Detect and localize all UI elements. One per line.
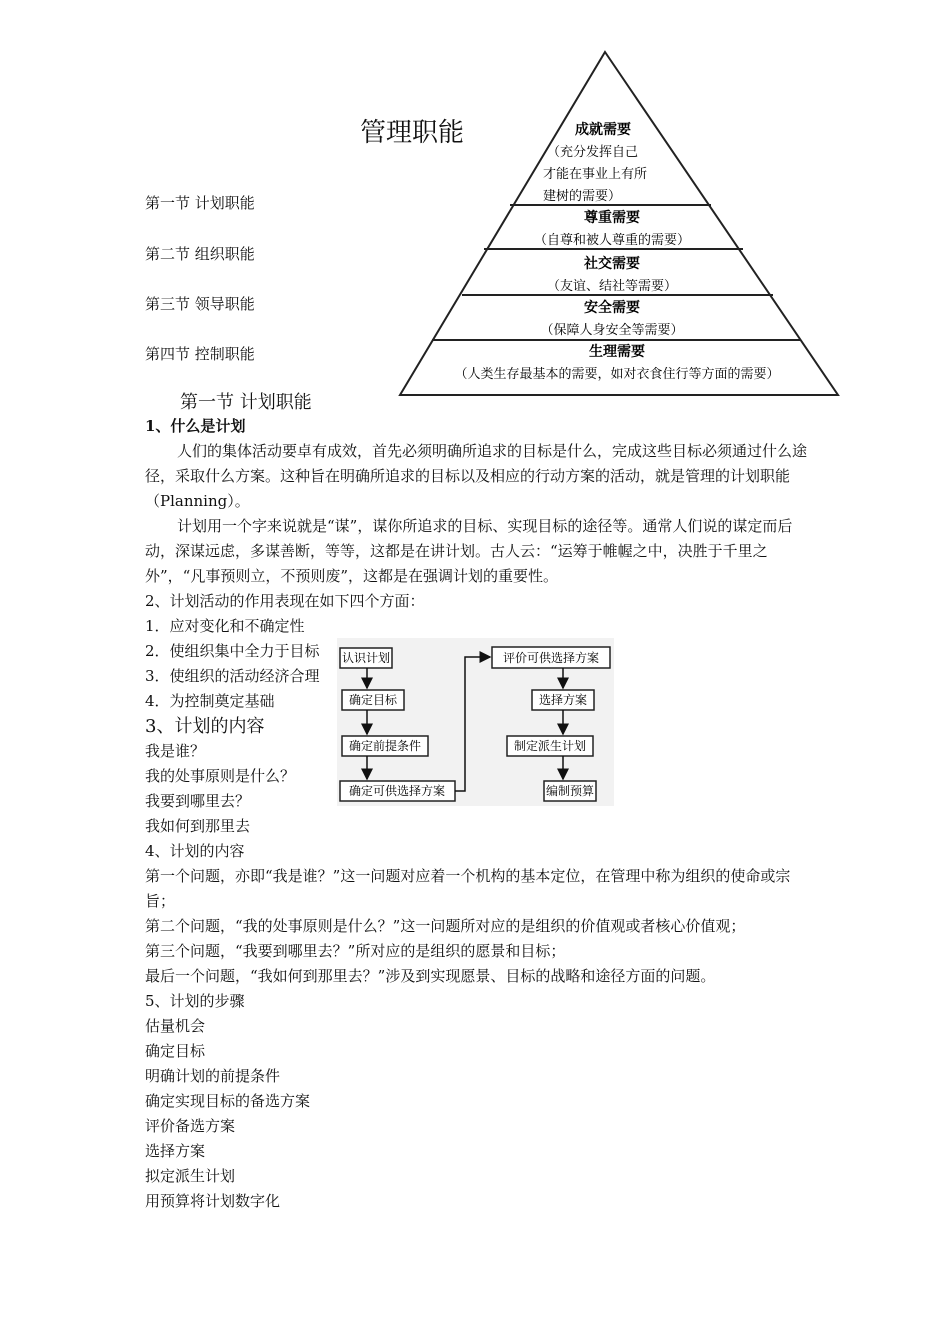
step-item: 评价备选方案 <box>145 1117 236 1135</box>
question-item: 我是谁？ <box>145 742 206 760</box>
flow-box-label: 确定目标 <box>348 693 398 707</box>
pyramid-level-title: 生理需要 <box>589 344 645 360</box>
role-item: 3．使组织的活动经济合理 <box>145 667 320 685</box>
flow-box-label: 确定可供选择方案 <box>348 784 446 798</box>
pyramid-top-title: 成就需要 <box>575 122 631 138</box>
maslow-pyramid <box>395 50 840 400</box>
pyramid-level-title: 社交需要 <box>584 256 640 272</box>
step-item: 确定目标 <box>145 1042 206 1060</box>
step-item: 明确计划的前提条件 <box>145 1067 281 1085</box>
role-item: 1．应对变化和不确定性 <box>145 617 305 635</box>
flow-box-label: 编制预算 <box>545 784 595 798</box>
toc-item: 第二节 组织职能 <box>145 245 255 263</box>
pyramid-level-sub: （人类生存最基本的需要，如对衣食住行等方面的需要） <box>454 367 780 382</box>
step-item: 确定实现目标的备选方案 <box>145 1092 311 1110</box>
pyramid-level-sub: （自尊和被人尊重的需要） <box>533 233 691 248</box>
answer-item: 最后一个问题，“我如何到那里去？”涉及到实现愿景、目标的战略和途径方面的问题。 <box>145 967 716 985</box>
planning-flowchart <box>337 638 614 806</box>
answer-item: 第一个问题，亦即“我是谁？”这一问题对应着一个机构的基本定位，在管理中称为组织的使命或宗旨； <box>145 867 791 910</box>
paragraph-2: 计划用一个字来说就是“谋”，谋你所追求的目标、实现目标的途径等。通常人们说的谋定而后动，深谋远虑，多谋善断，等等，这都是在讲计划。古人云：“运筹于帷幄之中，决胜于千里之外”，“凡事预则立，不预则废”，这都是在强调计划的重要性。 <box>145 517 793 585</box>
pyramid-level-sub: （保障人身安全等需要） <box>540 323 684 338</box>
question-item: 我要到哪里去？ <box>145 792 251 810</box>
paragraph-1: 人们的集体活动要卓有成效，首先必须明确所追求的目标是什么，完成这些目标必须通过什么途径，采取什么方案。这种旨在明确所追求的目标以及相应的行动方案的活动，就是管理的计划职能（Planning）。 <box>145 442 808 510</box>
body-block-1 <box>145 414 810 1214</box>
toc-item: 第一节 计划职能 <box>145 194 255 212</box>
heading-2: 2、计划活动的作用表现在如下四个方面： <box>145 592 425 610</box>
answer-item: 第二个问题，“我的处事原则是什么？”这一问题所对应的是组织的价值观或者核心价值观； <box>145 917 746 935</box>
role-item: 4．为控制奠定基础 <box>145 692 275 710</box>
heading-5: 5、计划的步骤 <box>145 992 245 1010</box>
pyramid-level-sub: （友谊、结社等需要） <box>546 279 678 294</box>
flow-box-label: 制定派生计划 <box>513 739 587 753</box>
flow-box-label: 选择方案 <box>538 693 588 707</box>
flow-box-label: 认识计划 <box>341 651 391 665</box>
toc-item: 第四节 控制职能 <box>145 345 255 363</box>
step-item: 选择方案 <box>145 1142 206 1160</box>
step-item: 用预算将计划数字化 <box>145 1192 281 1210</box>
step-item: 拟定派生计划 <box>145 1167 236 1185</box>
page-title: 管理职能 <box>360 118 465 148</box>
pyramid-level-title: 安全需要 <box>584 300 640 316</box>
toc-item: 第三节 领导职能 <box>145 295 255 313</box>
role-item: 2．使组织集中全力于目标 <box>145 642 320 660</box>
flow-box-label: 确定前提条件 <box>348 739 422 753</box>
pyramid-top-line: 建树的需要） <box>543 189 622 204</box>
question-item: 我的处事原则是什么？ <box>145 767 296 785</box>
heading-1: 1、什么是计划 <box>145 417 246 435</box>
flow-box-label: 评价可供选择方案 <box>502 651 600 665</box>
answer-item: 第三个问题，“我要到哪里去？”所对应的是组织的愿景和目标； <box>145 942 566 960</box>
pyramid-top-line: （充分发挥自己 <box>547 145 639 160</box>
step-item: 估量机会 <box>145 1017 206 1035</box>
heading-3: 3、计划的内容 <box>145 716 265 737</box>
heading-4: 4、计划的内容 <box>145 842 245 860</box>
pyramid-top-line: 才能在事业上有所 <box>543 167 648 182</box>
pyramid-level-title: 尊重需要 <box>584 210 640 226</box>
section-heading: 第一节 计划职能 <box>180 392 312 413</box>
question-item: 我如何到那里去 <box>145 817 251 835</box>
